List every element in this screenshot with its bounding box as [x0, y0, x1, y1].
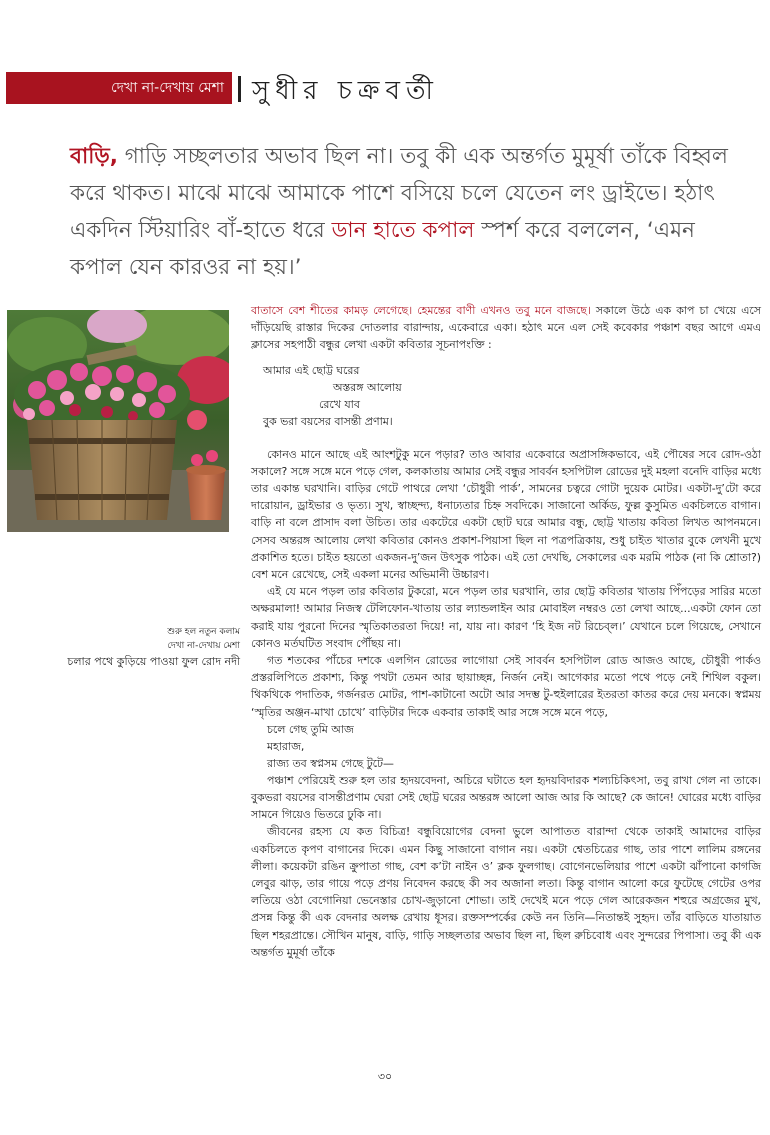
paragraph-5: পঞ্চাশ পেরিয়েই শুরু হল তার হৃদয়বেদনা, অচিরে ঘটাতে হল হৃদয়বিদারক শল্যচিকিৎসা, তবু রাখা গেল না তাকে। বুকভরা বয়সের বাসন্তীপ্রণাম ঘেরা সেই ছোট্ট ঘরের অন্তরঙ্গ আলো আজ আর কি আছে? কে জানে! ঘোরের মধ্যে বাড়ির সামনে গিয়েও ভিতরে ঢুকি না।: [251, 773, 761, 822]
caption-line-2: দেখা না-দেখায় মেশা: [167, 641, 240, 651]
page-number: ৩০: [377, 1070, 393, 1083]
section-tag: দেখা না-দেখায় মেশা: [6, 72, 232, 104]
opening-red-text: বাতাসে বেশ শীতের কামড় লেগেছে। হেমন্তের বাণী এখনও তবু মনে বাজছে।: [251, 304, 591, 317]
paragraph-3: এই যে মনে পড়ল তার কবিতার টুকরো, মনে পড়ল তার ঘরখানি, তার ছোট্ট কবিতার খাতায় পিঁপড়ের সারির মতো অক্ষরমালা! আমার নিজস্ব টেলিফোন-খাতায় তার ল্যান্ডলাইন আর মোবাইল নম্বরও তো লেখা আছে...একটা ফোন তো করাই যায় পুরনো দিনের স্মৃতিকাতরতা দিয়ে! না, যায় না। কারণ ‘হি ইজ নট রিচেব্‌ল।’ যেখানে চলে গিয়েছে, সেখানে কোনও মর্তঘটিত সংবাদ পৌঁছয় না।: [251, 585, 761, 650]
pull-quote-lead: বাড়ি,: [70, 144, 118, 169]
pull-quote-highlight: ডান হাতে কপাল: [331, 218, 475, 243]
poem-line: রাজ্য তব স্বপ্নসম গেছে টুটে—: [267, 756, 394, 770]
paragraph-1-text: সকালে উঠে এক কাপ চা খেয়ে এসে দাঁড়িয়েছি রাস্তার দিকের দোতলার বারান্দায়, একেবারে একা। হঠাৎ মনে এল সেই কবেকার পঞ্চাশ বছর আগে এমএ ক্লাসের সহপাঠী বন্ধুর লেখা একটা কবিতার সূচনাপংক্তি :: [251, 304, 762, 352]
poem-line: চলে গেছ তুমি আজ: [267, 722, 354, 736]
poem-line: অস্তরঙ্গ আলোয়: [333, 380, 402, 394]
article-body: [251, 302, 761, 961]
pull-quote-text-2: স্পর্শ করে বললেন, ‘এমন কপাল যেন কারওর না হয়।’: [70, 218, 695, 280]
photo-caption: [30, 625, 240, 669]
poem-line: মহারাজ,: [267, 739, 305, 753]
pull-quote-text-1: গাড়ি সচ্ছলতার অভাব ছিল না। তবু কী এক অন্তর্গত মুমূর্ষা তাঁকে বিহ্বল করে থাকত। মাঝে মাঝে আমাকে পাশে বসিয়ে চলে যেতেন লং ড্রাইভে। হঠাৎ একদিন স্টিয়ারিং বাঁ-হাতে ধরে: [70, 144, 728, 243]
caption-line-1: শুরু হল নতুন কলাম: [167, 627, 240, 637]
pull-quote: [70, 138, 730, 286]
paragraph-2: কোনও মানে আছে এই আংশটুকু মনে পড়ার? তাও আবার একেবারে অপ্রাসঙ্গিকভাবে, এই পৌষের সবে রোদ-ওঠা সকালে? সঙ্গে সঙ্গে মনে পড়ে গেল, কলকাতায় আমার সেই বন্ধুর সাবর্বন হসপিটাল রোডের দুই মহলা বনেদি বাড়ির মধ্যে তার একান্ত ঘরখানি। বাড়ির গেটে পাথরে লেখা ‘চৌধুরী পার্ক’, সামনের চত্বরে গোটা দুয়েক মোটর। একটা-দু’টো করে দারোয়ান, ড্রাইভার ও ভৃত্য। সুখ, স্বাচ্ছন্দ্য, ধনাঢ্যতার চিহ্ন সবদিকে। সাজানো অর্কিড, ফুল্ল কুসুমিত একচিলতে বাগান। বাড়ি না বলে প্রাসাদ বলা উচিত। তার একটেরে একটা ছোট ঘরে আমার বন্ধু, ছোট্ট খাতায় কবিতা লিখত আপনমনে। সেসব অন্তরঙ্গ আলোয় লেখা কবিতার কোনও প্রকাশ-পিয়াসা ছিল না পত্রপত্রিকায়, শুধু চাইত খাতার বুকে লেখনী মুখে প্রকাশিত হতে। চাইত হয়তো একজন-দু’জন উৎসুক পাঠক। এই তো দেখছি, সেকালের এক মরমি পাঠক (না কি শ্রোতা?) বেশ মনে রেখেছে, সেই একলা মনের অভিমানী উচ্চারণ।: [251, 447, 761, 582]
flower-barrel-photo: [7, 310, 229, 532]
author-name: সুধীর চক্রবর্তী: [252, 76, 439, 106]
poem-line: বুক ভরা বয়সের বাসন্তী প্রণাম।: [263, 414, 393, 428]
paragraph-4: গত শতকের পাঁচের দশকে এলগিন রোডের লাগোয়া সেই সাবর্বন হসপিটাল রোড আজও আছে, চৌধুরী পার্কও প্রস্তরলিপিতে প্রকাশ্য, কিন্তু পথটা তেমন আর ছায়াচ্ছন্ন, নির্জন নেই। আগেকার মতো পথে পড়ে নেই শিথিল বকুল। থিকথিকে পদাতিক, গর্জনরত মোটর, পাশ-কাটানো অটো আর সদম্ভ টু-হুইলারের ইতরতা কাতর করে দেয় মনকে। স্বপ্নময় ‘স্মৃতির অঞ্জন-মাখা চোখে’ বাড়িটার দিকে একবার তাকাই আর সঙ্গে সঙ্গে মনে পড়ে,: [251, 654, 761, 719]
paragraph-1: [251, 302, 761, 354]
paragraph-6: জীবনের রহস্য যে কত বিচিত্র! বন্ধুবিয়োগের বেদনা ভুলে আপাতত বারান্দা থেকে তাকাই আমাদের বাড়ির একচিলতে কৃপণ বাগানের দিকে। এমন কিছু সাজানো বাগান নয়। একটা শ্বেতচিত্রের গাছ, তার পাশে লালিম রঙ্গনের লীলা। কয়েকটা রঙিন ক্রুপাতা গাছ, বেশ ক’টা নাইন ও’ ক্লক ফুলগাছ। বোগেনভেলিয়ার পাশে একটা ঝাঁপানো কাগজি লেবুর ঝাড়, তার গায়ে পড়ে প্রণয় নিবেদন করছে কী সব অজানা লতা। কিন্তু বাগান আলো করে ফুটেছে গেটের ওপর লতিয়ে ওঠা বেগোনিয়া ভেনেস্তার চোখ-জুড়ানো শোভা। তাই দেখেই মনে পড়ে গেল আরেকজন শহুরে অগ্রজের মুখ, প্রসন্ন কিন্তু কী এক বেদনার অলক্ষ রেখায় ধূসর। রক্তসম্পর্কের কেউ নন তিনি—নিতান্তই সুহৃদ। তাঁর বাড়িতে যাতায়াত ছিল শহরপ্রান্তে। সৌখিন মানুষ, বাড়ি, গাড়ি সচ্ছলতার অভাব ছিল না, ছিল রুচিবোধ এবং সুন্দরের পিপাসা। তবু কী এক অন্তর্গত মুমূর্ষা তাঁকে: [251, 825, 761, 959]
header-divider: [238, 76, 241, 102]
poem-line: আমার এই ছোট্ট ঘরের: [263, 363, 360, 377]
poem-excerpt-2: [267, 721, 761, 772]
poem-excerpt-1: [263, 362, 761, 430]
caption-line-3: চলার পথে কুড়িয়ে পাওয়া ফুল রোদ নদী: [67, 655, 240, 668]
poem-line: রেখে যাব: [319, 397, 360, 411]
